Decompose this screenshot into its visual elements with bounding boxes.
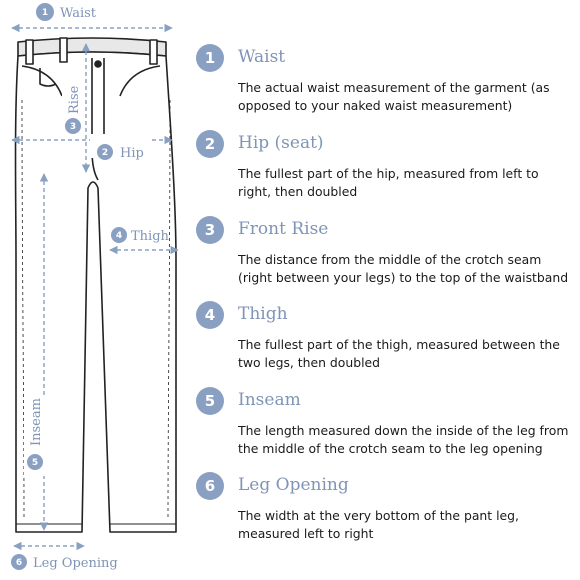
waist-label: Waist bbox=[60, 6, 97, 21]
number-badge: 4 bbox=[196, 301, 224, 329]
number-badge: 6 bbox=[196, 472, 224, 500]
svg-text:4: 4 bbox=[115, 231, 123, 241]
legend-description: The distance from the middle of the crotch seam (right between your legs) to the top of the waistband bbox=[238, 252, 569, 285]
legend-description: The fullest part of the hip, measured from left to right, then doubled bbox=[238, 166, 539, 199]
hip-label: Hip bbox=[120, 146, 144, 161]
legend-title: Inseam bbox=[238, 390, 301, 410]
rise-label-group bbox=[65, 85, 82, 134]
legend-title: Waist bbox=[238, 47, 286, 67]
inseam-label: Inseam bbox=[29, 398, 44, 446]
svg-text:2: 2 bbox=[101, 148, 109, 158]
legend-title: Hip (seat) bbox=[238, 133, 324, 153]
inseam-label-group bbox=[27, 398, 44, 470]
legend-description: The actual waist measurement of the garment (as opposed to your naked waist measurement) bbox=[238, 80, 550, 113]
leg-opening-label: Leg Opening bbox=[33, 556, 118, 571]
legend-title: Thigh bbox=[238, 304, 288, 324]
legend-description: The length measured down the inside of the leg from the middle of the crotch seam to the leg opening bbox=[238, 423, 569, 456]
pants-measurement-diagram bbox=[0, 0, 196, 580]
svg-text:5: 5 bbox=[31, 458, 39, 468]
legend-title: Front Rise bbox=[238, 219, 329, 239]
rise-label: Rise bbox=[67, 85, 82, 114]
thigh-label-group bbox=[111, 227, 170, 244]
hip-label-group bbox=[97, 144, 144, 161]
svg-text:3: 3 bbox=[69, 122, 77, 132]
legend-description: The fullest part of the thigh, measured between the two legs, then doubled bbox=[238, 337, 560, 370]
legend-description: The width at the very bottom of the pant leg, measured left to right bbox=[238, 508, 519, 541]
number-badge: 1 bbox=[196, 44, 224, 72]
svg-text:6: 6 bbox=[15, 558, 23, 568]
waist-label-group bbox=[36, 3, 97, 21]
number-badge: 3 bbox=[196, 216, 224, 244]
number-badge: 5 bbox=[196, 387, 224, 415]
svg-text:1: 1 bbox=[41, 8, 49, 18]
thigh-label: Thigh bbox=[131, 229, 169, 244]
legend-title: Leg Opening bbox=[238, 475, 349, 495]
number-badge: 2 bbox=[196, 130, 224, 158]
